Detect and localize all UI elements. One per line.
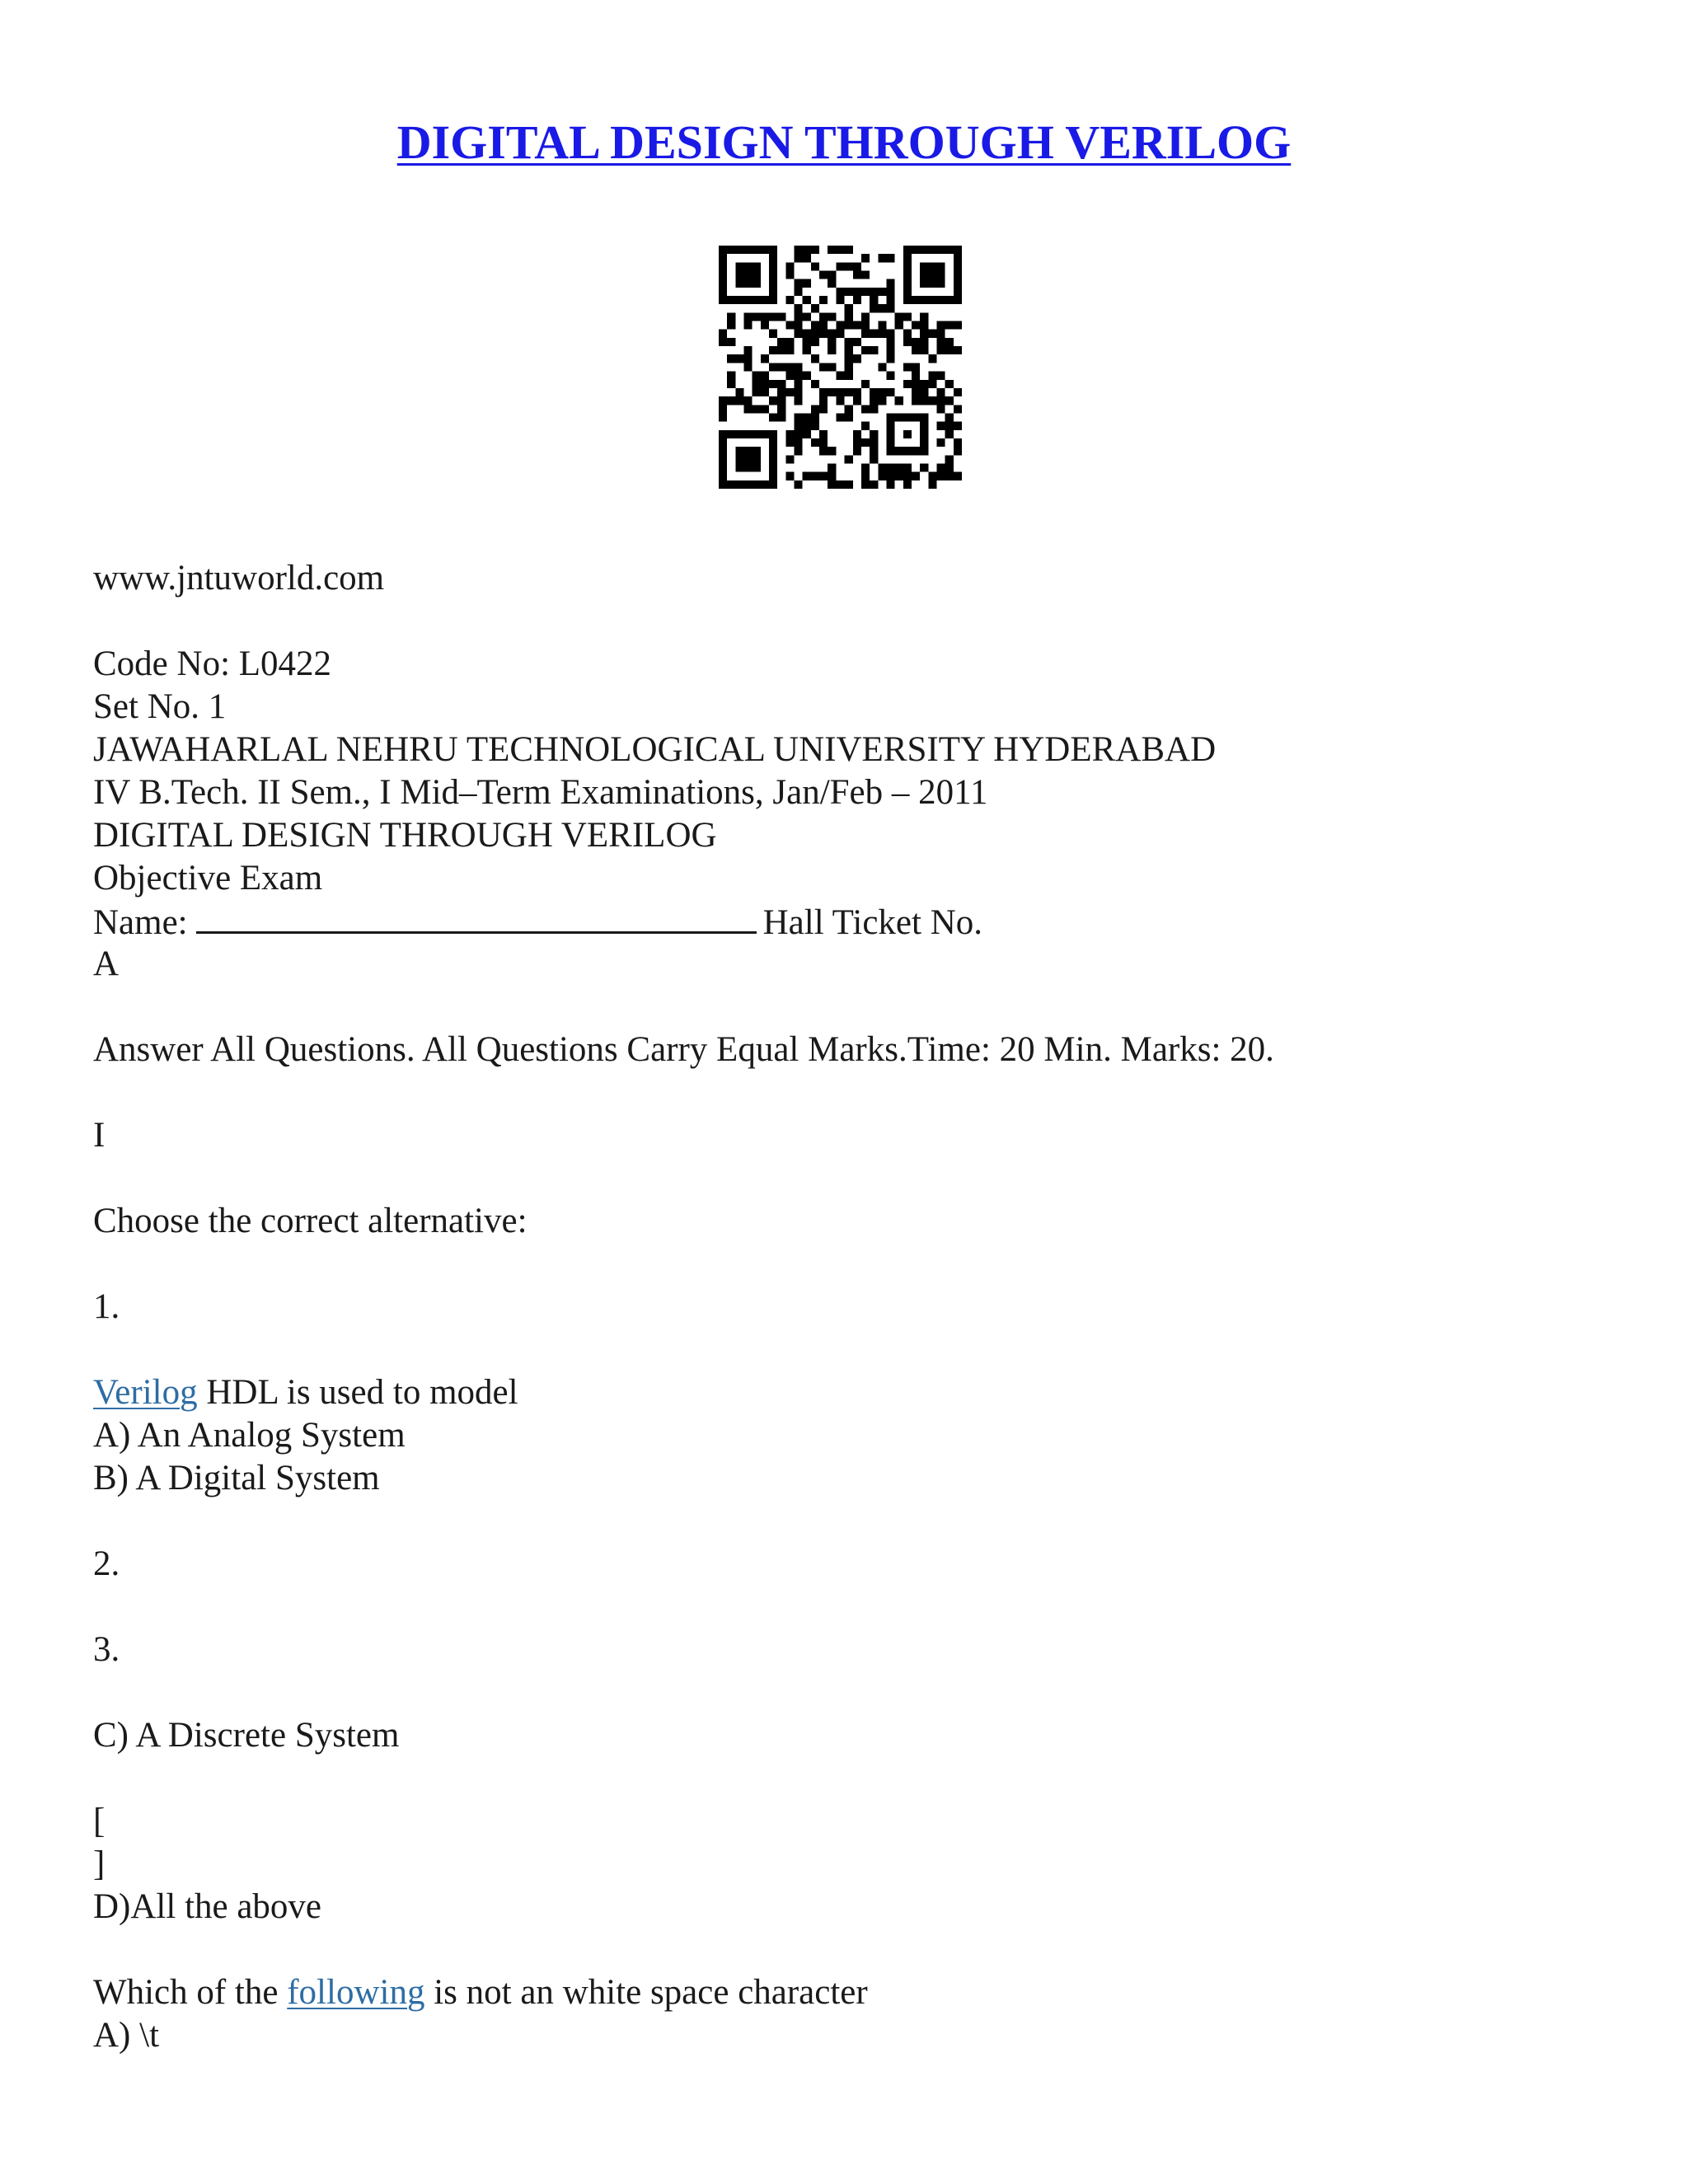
bracket-open: [ [93, 1802, 106, 1840]
question-2-text [93, 1971, 868, 2014]
question-1-body: HDL is used to model [197, 1373, 518, 1412]
q1-option-a: A) An Analog System [93, 1416, 406, 1455]
verilog-link[interactable]: Verilog [93, 1373, 198, 1412]
question-1-number: 1. [93, 1287, 120, 1326]
question-2-prefix: Which of the [93, 1973, 288, 2012]
hall-ticket-label: Hall Ticket No. [762, 903, 983, 942]
q1-option-b: B) A Digital System [93, 1459, 380, 1497]
following-link[interactable]: following [287, 1973, 425, 2012]
instructions: Answer All Questions. All Questions Carry Equal Marks.Time: 20 Min. Marks: 20. [93, 1030, 1274, 1069]
bracket-close: ] [93, 1844, 106, 1883]
directive: Choose the correct alternative: [93, 1202, 528, 1240]
exam-title: IV B.Tech. II Sem., I Mid–Term Examinations, Jan/Feb – 2011 [93, 773, 988, 812]
question-2-suffix: is not an white space character [424, 1973, 868, 2012]
title-link[interactable]: DIGITAL DESIGN THROUGH VERILOG [396, 115, 1292, 169]
q2-option-a: A) \t [93, 2016, 160, 2055]
exam-type: Objective Exam [93, 859, 323, 898]
question-3-number: 3. [93, 1630, 120, 1669]
document-title [0, 114, 1688, 171]
section-letter: A [93, 944, 120, 983]
code-number: Code No: L0422 [93, 644, 332, 683]
question-1-text [93, 1371, 518, 1414]
subject-name: DIGITAL DESIGN THROUGH VERILOG [93, 816, 717, 855]
qr-code-icon [719, 246, 962, 489]
name-label: Name: [93, 903, 188, 942]
question-2-number: 2. [93, 1544, 120, 1583]
q1-option-c: C) A Discrete System [93, 1716, 400, 1755]
part-label: I [93, 1116, 106, 1155]
set-number: Set No. 1 [93, 687, 227, 726]
university-name: JAWAHARLAL NEHRU TECHNOLOGICAL UNIVERSITY HYDERABAD [93, 730, 1217, 769]
q1-option-d: D)All the above [93, 1887, 322, 1926]
name-row [93, 900, 982, 944]
website-url: www.jntuworld.com [93, 559, 385, 598]
name-field[interactable] [196, 900, 757, 934]
